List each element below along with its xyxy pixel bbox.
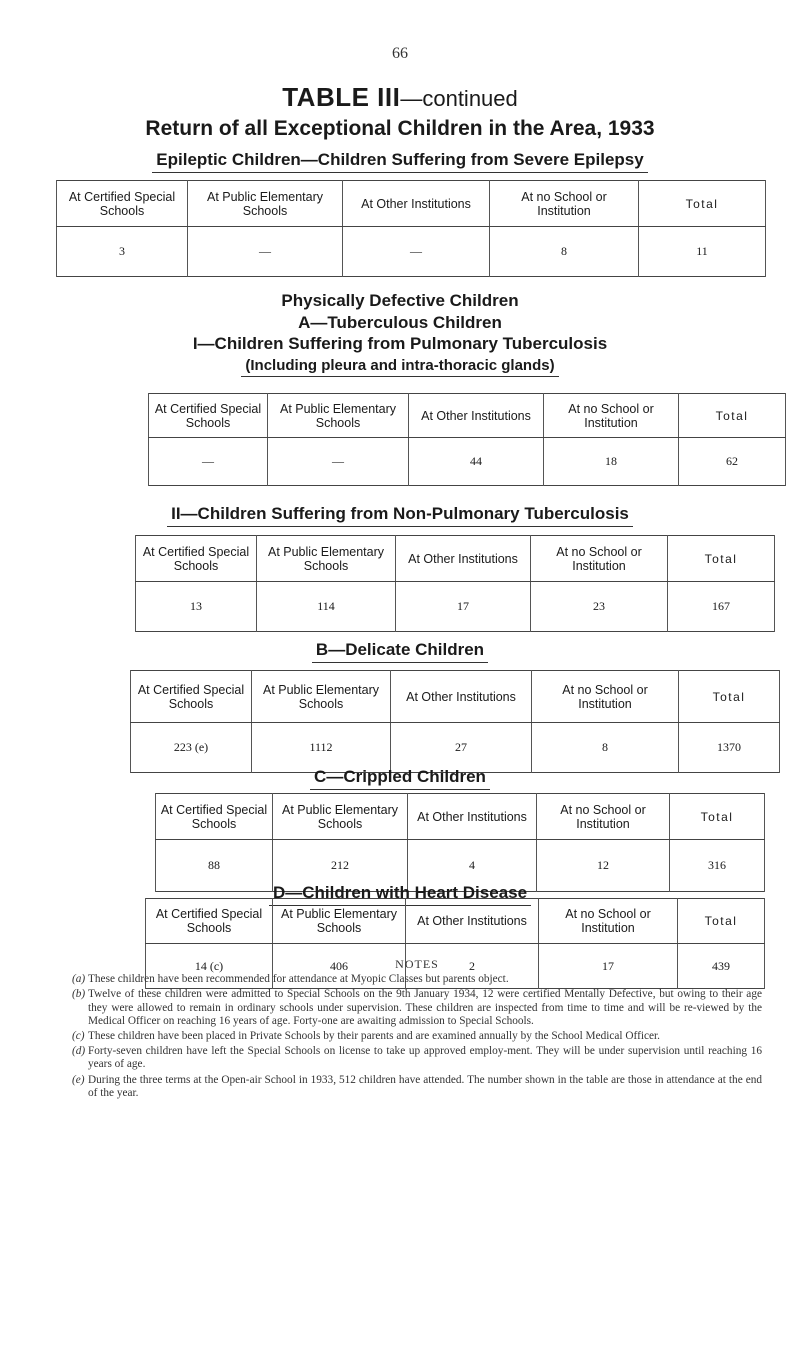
pulmonary-no-school: 18 — [544, 438, 679, 486]
note-item — [72, 1074, 762, 1100]
pulmonary-public: — — [268, 438, 409, 486]
note-item — [72, 1030, 762, 1043]
note-text: These children have been recommended for attendance at Myopic Classes but parents object. — [88, 973, 509, 986]
epileptic-certified: 3 — [57, 227, 188, 277]
col-other: At Other Institutions — [409, 394, 544, 438]
note-text: During the three terms at the Open-air School in 1933, 512 children have attended. The number shown in the table are those in attendance at the end of the year. — [88, 1073, 762, 1099]
heart-no-school: 17 — [539, 944, 678, 989]
crippled-certified: 88 — [156, 840, 273, 892]
epileptic-heading: Epileptic Children—Children Suffering from Severe Epilepsy — [0, 150, 800, 173]
col-other: At Other Institutions — [406, 899, 539, 944]
epileptic-other: — — [343, 227, 490, 277]
delicate-other: 27 — [391, 723, 532, 773]
note-text: Twelve of these children were admitted to Special Schools on the 9th January 1934, 12 were certified Mentally Defective, but owing to their age they were allowed to remain in ordinary schools under supervision. These children are inspected from time to time and will be re-viewed by the Medical Officer on reaching 16 years of age. Forty-one are awaiting admission to Special Schools. — [88, 988, 762, 1027]
col-other: At Other Institutions — [408, 794, 537, 840]
col-certified: At Certified Special Schools — [149, 394, 268, 438]
note-item — [72, 1045, 762, 1071]
heart-total: 439 — [678, 944, 765, 989]
notes-title: NOTES — [395, 957, 439, 971]
col-public: At Public Elementary Schools — [257, 536, 396, 582]
crippled-public: 212 — [273, 840, 408, 892]
epileptic-table — [56, 180, 766, 277]
non-pulmonary-certified: 13 — [136, 582, 257, 632]
table-title-main: TABLE III — [282, 82, 401, 112]
note-label: (c) — [72, 1030, 85, 1043]
note-label: (e) — [72, 1073, 85, 1086]
col-total: Total — [670, 794, 765, 840]
col-total: Total — [668, 536, 775, 582]
non-pulmonary-total: 167 — [668, 582, 775, 632]
heart-public: 406 — [273, 944, 406, 989]
col-no-school: At no School or Institution — [532, 671, 679, 723]
pulmonary-total: 62 — [679, 438, 786, 486]
col-other: At Other Institutions — [391, 671, 532, 723]
page-number: 66 — [392, 45, 408, 62]
delicate-public: 1112 — [252, 723, 391, 773]
note-label: (b) — [72, 988, 86, 1001]
crippled-table — [155, 793, 765, 892]
pulmonary-table — [148, 393, 786, 486]
note-text: Forty-seven children have left the Special Schools on license to take up approved employ-ment. They will be under supervision until reaching 16 years of age. — [88, 1045, 762, 1071]
crippled-other: 4 — [408, 840, 537, 892]
table-title — [0, 82, 800, 113]
col-total: Total — [679, 671, 780, 723]
col-no-school: At no School or Institution — [531, 536, 668, 582]
crippled-heading: C—Crippled Children — [0, 767, 800, 790]
col-total: Total — [639, 181, 766, 227]
heart-certified: 14 (c) — [146, 944, 273, 989]
epileptic-public: — — [188, 227, 343, 277]
col-total: Total — [678, 899, 765, 944]
crippled-no-school: 12 — [537, 840, 670, 892]
delicate-certified: 223 (e) — [131, 723, 252, 773]
note-item — [72, 973, 762, 986]
col-public: At Public Elementary Schools — [273, 794, 408, 840]
col-no-school: At no School or Institution — [544, 394, 679, 438]
tuberculous-heading: A—Tuberculous Children — [298, 313, 502, 332]
table-title-continued: —continued — [400, 86, 518, 111]
non-pulmonary-heading: II—Children Suffering from Non-Pulmonary Tuberculosis — [0, 504, 800, 527]
note-item — [72, 988, 762, 1028]
notes-section — [72, 958, 762, 1102]
return-subtitle: Return of all Exceptional Children in the Area, 1933 — [145, 117, 655, 140]
delicate-table — [130, 670, 780, 773]
pulmonary-heading: I—Children Suffering from Pulmonary Tuberculosis — [192, 334, 608, 353]
delicate-heading: B—Delicate Children — [0, 640, 800, 663]
col-no-school: At no School or Institution — [490, 181, 639, 227]
pulmonary-certified: — — [149, 438, 268, 486]
col-total: Total — [679, 394, 786, 438]
col-other: At Other Institutions — [396, 536, 531, 582]
non-pulmonary-no-school: 23 — [531, 582, 668, 632]
non-pulmonary-public: 114 — [257, 582, 396, 632]
col-other: At Other Institutions — [343, 181, 490, 227]
note-label: (d) — [72, 1045, 86, 1058]
physically-defective-heading: Physically Defective Children — [281, 291, 519, 310]
col-public: At Public Elementary Schools — [188, 181, 343, 227]
col-certified: At Certified Special Schools — [136, 536, 257, 582]
col-no-school: At no School or Institution — [537, 794, 670, 840]
col-public: At Public Elementary Schools — [252, 671, 391, 723]
col-certified: At Certified Special Schools — [146, 899, 273, 944]
note-text: These children have been placed in Private Schools by their parents and are examined annually by the School Medical Officer. — [88, 1030, 660, 1043]
col-certified: At Certified Special Schools — [57, 181, 188, 227]
col-certified: At Certified Special Schools — [131, 671, 252, 723]
crippled-total: 316 — [670, 840, 765, 892]
pulmonary-subheading: (Including pleura and intra-thoracic glands) — [0, 357, 800, 377]
delicate-total: 1370 — [679, 723, 780, 773]
col-public: At Public Elementary Schools — [273, 899, 406, 944]
heart-heading: D—Children with Heart Disease — [0, 883, 800, 906]
col-public: At Public Elementary Schools — [268, 394, 409, 438]
epileptic-total: 11 — [639, 227, 766, 277]
non-pulmonary-table — [135, 535, 775, 632]
heart-other: 2 — [406, 944, 539, 989]
note-label: (a) — [72, 973, 86, 986]
delicate-no-school: 8 — [532, 723, 679, 773]
epileptic-no-school: 8 — [490, 227, 639, 277]
non-pulmonary-other: 17 — [396, 582, 531, 632]
col-no-school: At no School or Institution — [539, 899, 678, 944]
col-certified: At Certified Special Schools — [156, 794, 273, 840]
pulmonary-other: 44 — [409, 438, 544, 486]
